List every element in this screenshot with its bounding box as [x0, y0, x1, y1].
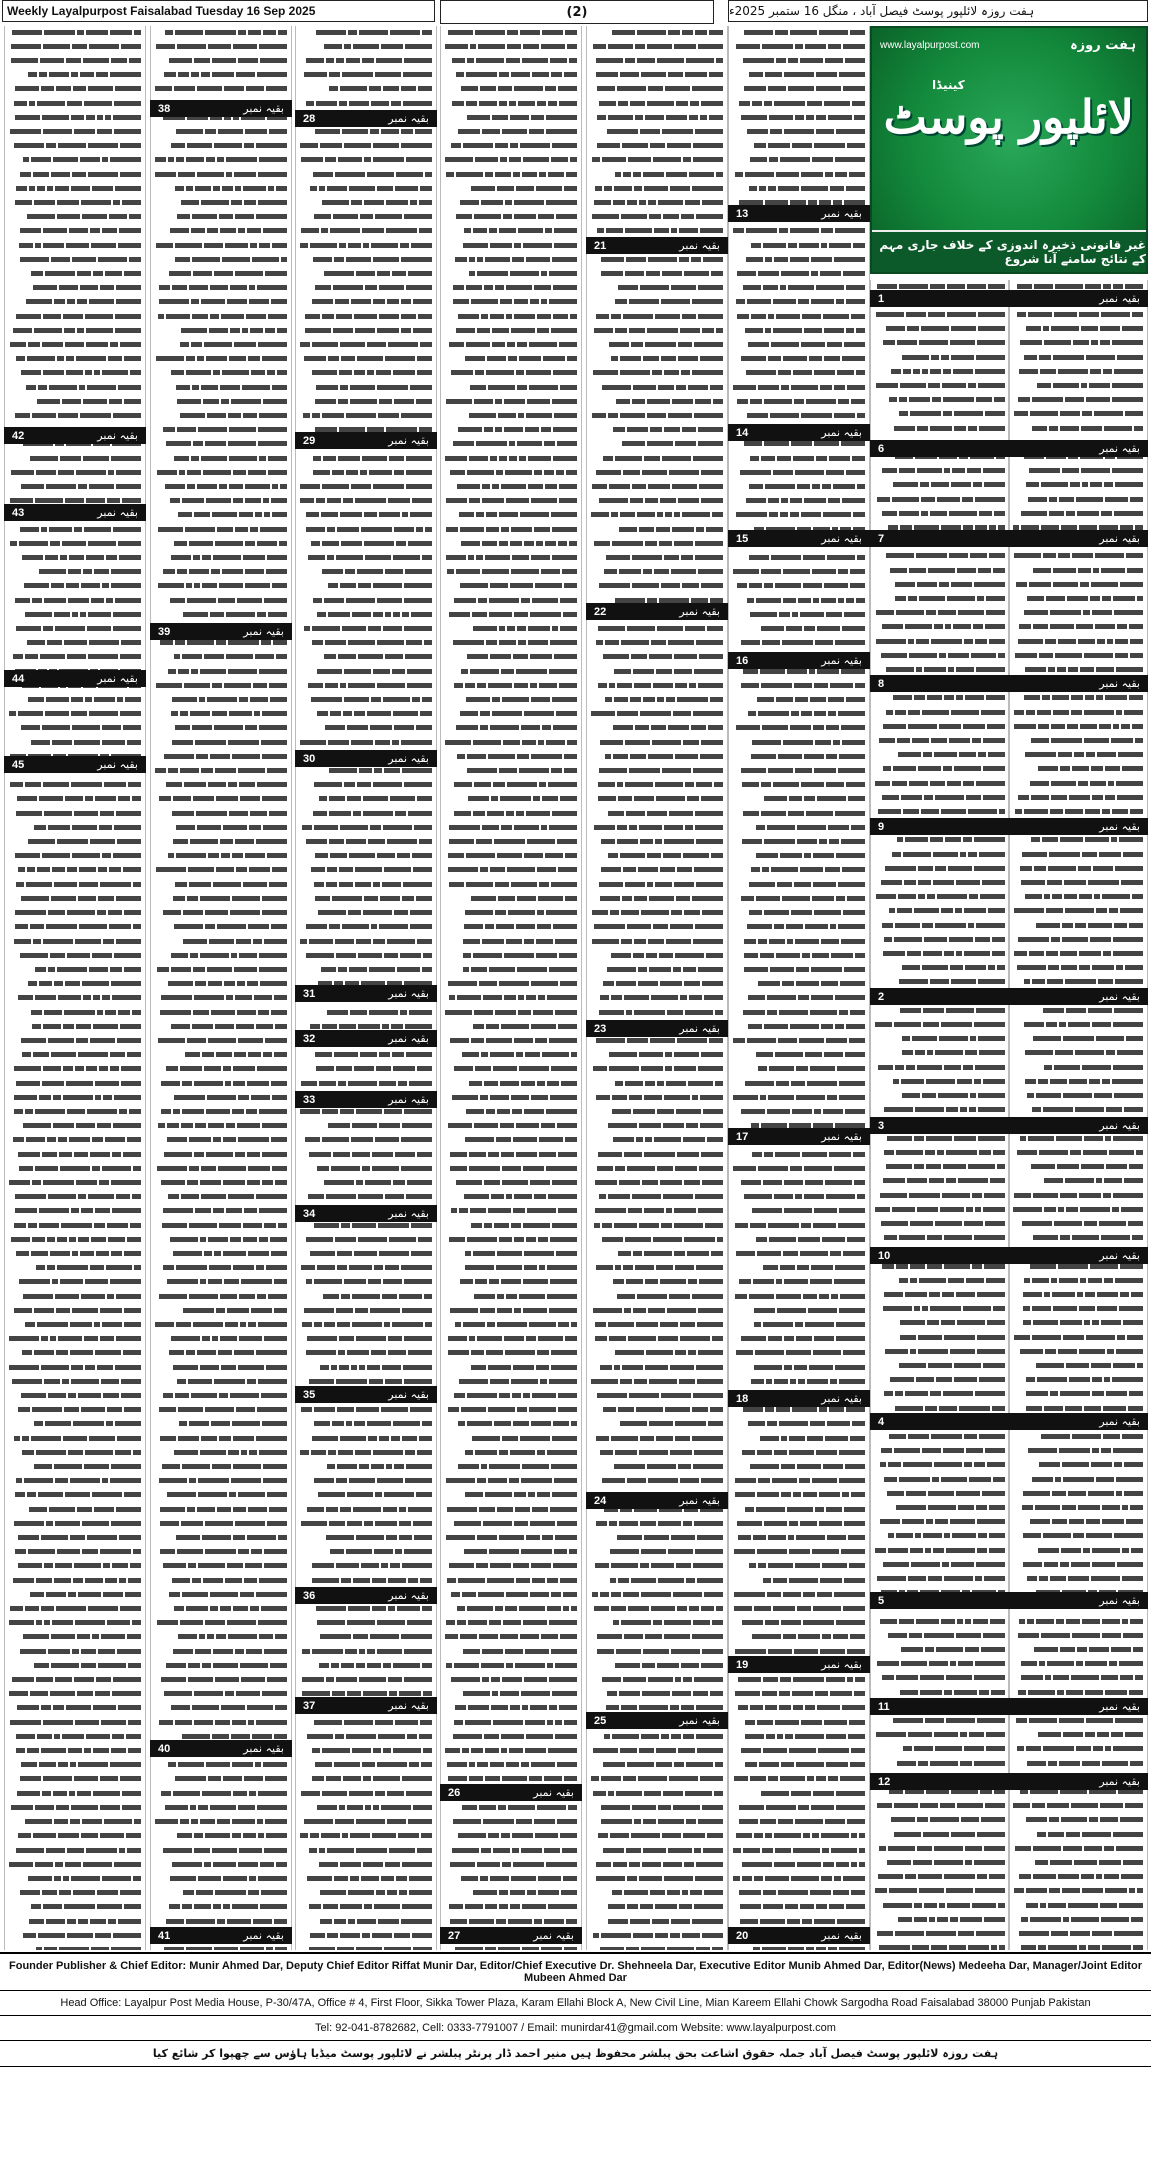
badge-label: بقیہ نمبر: [679, 1714, 720, 1727]
badge-number: 17: [736, 1130, 749, 1143]
text-column-5: [586, 26, 728, 1950]
badge-number: 8: [878, 677, 885, 690]
badge-label: بقیہ نمبر: [533, 1929, 574, 1942]
badge-number: 12: [878, 1775, 891, 1788]
masthead-url[interactable]: www.layalpurpost.com: [880, 40, 980, 51]
masthead-canada: کینیڈا: [932, 78, 965, 92]
story-badge: [295, 1030, 437, 1047]
badge-label: بقیہ نمبر: [821, 207, 862, 220]
badge-label: بقیہ نمبر: [679, 239, 720, 252]
story-badge: [295, 1587, 437, 1604]
story-badge: [728, 424, 870, 441]
badge-label: بقیہ نمبر: [821, 1130, 862, 1143]
badge-label: بقیہ نمبر: [679, 1022, 720, 1035]
badge-number: 35: [303, 1388, 316, 1401]
story-badge: [586, 1020, 728, 1037]
badge-label: بقیہ نمبر: [97, 506, 138, 519]
story-badge: [870, 675, 1148, 692]
badge-label: بقیہ نمبر: [388, 1589, 429, 1602]
story-badge: [150, 100, 292, 117]
badge-number: 44: [12, 672, 25, 685]
badge-label: بقیہ نمبر: [243, 625, 284, 638]
story-badge: [295, 1697, 437, 1714]
badge-label: بقیہ نمبر: [388, 1388, 429, 1401]
badge-number: 4: [878, 1415, 885, 1428]
badge-label: بقیہ نمبر: [388, 1032, 429, 1045]
badge-label: بقیہ نمبر: [1099, 1119, 1140, 1132]
story-badge: [870, 1592, 1148, 1609]
badge-number: 36: [303, 1589, 316, 1602]
badge-number: 40: [158, 1742, 171, 1755]
story-badge: [586, 1712, 728, 1729]
badge-label: بقیہ نمبر: [821, 654, 862, 667]
column-text: [8, 26, 142, 1950]
badge-label: بقیہ نمبر: [97, 758, 138, 771]
badge-number: 25: [594, 1714, 607, 1727]
masthead-headline: غیر قانونی ذخیرہ اندوزی کے خلاف جاری مہم کے نتائج سامنے آنا شروع: [872, 230, 1146, 272]
badge-number: 34: [303, 1207, 316, 1220]
story-badge: [4, 427, 146, 444]
column-text: [590, 26, 724, 1950]
story-badge: [4, 756, 146, 773]
badge-number: 22: [594, 605, 607, 618]
badge-number: 45: [12, 758, 25, 771]
badge-label: بقیہ نمبر: [243, 1929, 284, 1942]
story-badge: [295, 110, 437, 127]
badge-number: 10: [878, 1249, 891, 1262]
badge-label: بقیہ نمبر: [97, 429, 138, 442]
story-badge: [440, 1784, 582, 1801]
badge-label: بقیہ نمبر: [1099, 1415, 1140, 1428]
story-badge: [870, 818, 1148, 835]
badge-label: بقیہ نمبر: [243, 102, 284, 115]
story-badge: [870, 1117, 1148, 1134]
imprint-footer: [0, 1952, 1151, 2067]
badge-number: 5: [878, 1594, 885, 1607]
badge-label: بقیہ نمبر: [1099, 677, 1140, 690]
badge-number: 21: [594, 239, 607, 252]
badge-label: بقیہ نمبر: [97, 672, 138, 685]
story-badge: [870, 1773, 1148, 1790]
badge-number: 23: [594, 1022, 607, 1035]
badge-label: بقیہ نمبر: [1099, 820, 1140, 833]
story-badge: [150, 1927, 292, 1944]
badge-number: 13: [736, 207, 749, 220]
badge-label: بقیہ نمبر: [388, 1207, 429, 1220]
badge-label: بقیہ نمبر: [1099, 1775, 1140, 1788]
masthead-banner: [870, 26, 1148, 274]
badge-label: بقیہ نمبر: [388, 434, 429, 447]
badge-number: 16: [736, 654, 749, 667]
story-badge: [150, 623, 292, 640]
story-badge: [586, 1492, 728, 1509]
badge-number: 6: [878, 442, 885, 455]
story-badge: [440, 1927, 582, 1944]
badge-number: 14: [736, 426, 749, 439]
story-badge: [150, 1740, 292, 1757]
story-badge: [728, 1390, 870, 1407]
badge-label: بقیہ نمبر: [821, 1392, 862, 1405]
text-column-4: [440, 26, 582, 1950]
badge-label: بقیہ نمبر: [533, 1786, 574, 1799]
column-text: [444, 26, 578, 1950]
badge-number: 31: [303, 987, 316, 1000]
text-column-1: [4, 26, 146, 1950]
masthead-weekly: ہفت روزہ: [1070, 38, 1136, 53]
page-number: (2): [440, 0, 714, 24]
story-badge: [728, 1128, 870, 1145]
story-badge: [728, 1927, 870, 1944]
badge-number: 19: [736, 1658, 749, 1671]
story-badge: [295, 750, 437, 767]
badge-label: بقیہ نمبر: [1099, 292, 1140, 305]
badge-label: بقیہ نمبر: [821, 1658, 862, 1671]
badge-number: 42: [12, 429, 25, 442]
story-badge: [870, 1413, 1148, 1430]
story-badge: [586, 237, 728, 254]
story-badge: [295, 985, 437, 1002]
imprint-urdu-notice: ہفت روزہ لائلپور پوسٹ فیصل آباد جملہ حقوق اشاعت بحق پبلشر محفوظ ہیں منیر احمد ڈار پرنٹر پبلشر نے لائلپور پوسٹ میڈیا ہاؤس سے چھپوا کر شائع کیا: [0, 2041, 1151, 2067]
badge-number: 20: [736, 1929, 749, 1942]
imprint-editors: Founder Publisher & Chief Editor: Munir Ahmed Dar, Deputy Chief Editor Riffat Munir Dar, Editor/Chief Executive Dr. Shehneela Dar, Executive Editor Munib Ahmed Dar, Editor(News) Medeeha Dar, Manager/Joint Editor Mubeen Ahmed Dar: [0, 1954, 1151, 1991]
badge-number: 38: [158, 102, 171, 115]
story-badge: [870, 290, 1148, 307]
imprint-contact: Tel: 92-041-8782682, Cell: 0333-7791007 / Email: munirdar41@gmail.com Website: www.layalpurpost.com: [0, 2016, 1151, 2041]
badge-label: بقیہ نمبر: [388, 987, 429, 1000]
urdu-dateline: ہفت روزہ لائلپور پوسٹ فیصل آباد ، منگل 16 ستمبر 2025ء: [728, 0, 1148, 22]
story-badge: [870, 1698, 1148, 1715]
badge-number: 29: [303, 434, 316, 447]
badge-label: بقیہ نمبر: [1099, 532, 1140, 545]
story-badge: [295, 1091, 437, 1108]
story-badge: [295, 1205, 437, 1222]
badge-label: بقیہ نمبر: [1099, 990, 1140, 1003]
story-badge: [728, 652, 870, 669]
badge-number: 18: [736, 1392, 749, 1405]
story-badge: [295, 432, 437, 449]
story-badge: [870, 440, 1148, 457]
story-badge: [586, 603, 728, 620]
badge-number: 9: [878, 820, 885, 833]
story-badge: [870, 988, 1148, 1005]
badge-label: بقیہ نمبر: [679, 1494, 720, 1507]
badge-label: بقیہ نمبر: [1099, 1700, 1140, 1713]
story-badge: [295, 1386, 437, 1403]
english-dateline: Weekly Layalpurpost Faisalabad Tuesday 16 Sep 2025: [2, 0, 435, 22]
badge-label: بقیہ نمبر: [1099, 442, 1140, 455]
story-badge: [728, 205, 870, 222]
story-badge: [728, 530, 870, 547]
story-badge: [870, 1247, 1148, 1264]
masthead-title: لائلپور پوسٹ: [883, 90, 1134, 144]
badge-label: بقیہ نمبر: [821, 426, 862, 439]
badge-number: 28: [303, 112, 316, 125]
badge-number: 33: [303, 1093, 316, 1106]
badge-label: بقیہ نمبر: [388, 1093, 429, 1106]
badge-label: بقیہ نمبر: [1099, 1594, 1140, 1607]
story-badge: [4, 504, 146, 521]
badge-label: بقیہ نمبر: [1099, 1249, 1140, 1262]
badge-label: بقیہ نمبر: [388, 752, 429, 765]
story-badge: [870, 530, 1148, 547]
badge-label: بقیہ نمبر: [243, 1742, 284, 1755]
text-column-2: [150, 26, 292, 1950]
badge-number: 39: [158, 625, 171, 638]
column-text: [154, 26, 288, 1950]
badge-number: 41: [158, 1929, 171, 1942]
badge-number: 30: [303, 752, 316, 765]
imprint-address: Head Office: Layalpur Post Media House, P-30/47A, Office # 4, First Floor, Sikka Tower Plaza, Karam Ellahi Block A, New Civil Line, Mian Kareem Ellahi Chowk Sargodha Road Faisalabad 38000 Punjab Pakistan: [0, 1991, 1151, 2016]
badge-number: 26: [448, 1786, 461, 1799]
badge-label: بقیہ نمبر: [821, 1929, 862, 1942]
badge-label: بقیہ نمبر: [388, 1699, 429, 1712]
badge-number: 32: [303, 1032, 316, 1045]
badge-label: بقیہ نمبر: [388, 112, 429, 125]
badge-number: 7: [878, 532, 885, 545]
badge-number: 24: [594, 1494, 607, 1507]
badge-number: 43: [12, 506, 25, 519]
badge-label: بقیہ نمبر: [679, 605, 720, 618]
badge-number: 27: [448, 1929, 461, 1942]
badge-number: 1: [878, 292, 885, 305]
badge-number: 37: [303, 1699, 316, 1712]
badge-number: 11: [878, 1700, 890, 1713]
badge-number: 15: [736, 532, 749, 545]
badge-number: 3: [878, 1119, 885, 1132]
story-badge: [728, 1656, 870, 1673]
badge-label: بقیہ نمبر: [821, 532, 862, 545]
badge-number: 2: [878, 990, 885, 1003]
story-badge: [4, 670, 146, 687]
